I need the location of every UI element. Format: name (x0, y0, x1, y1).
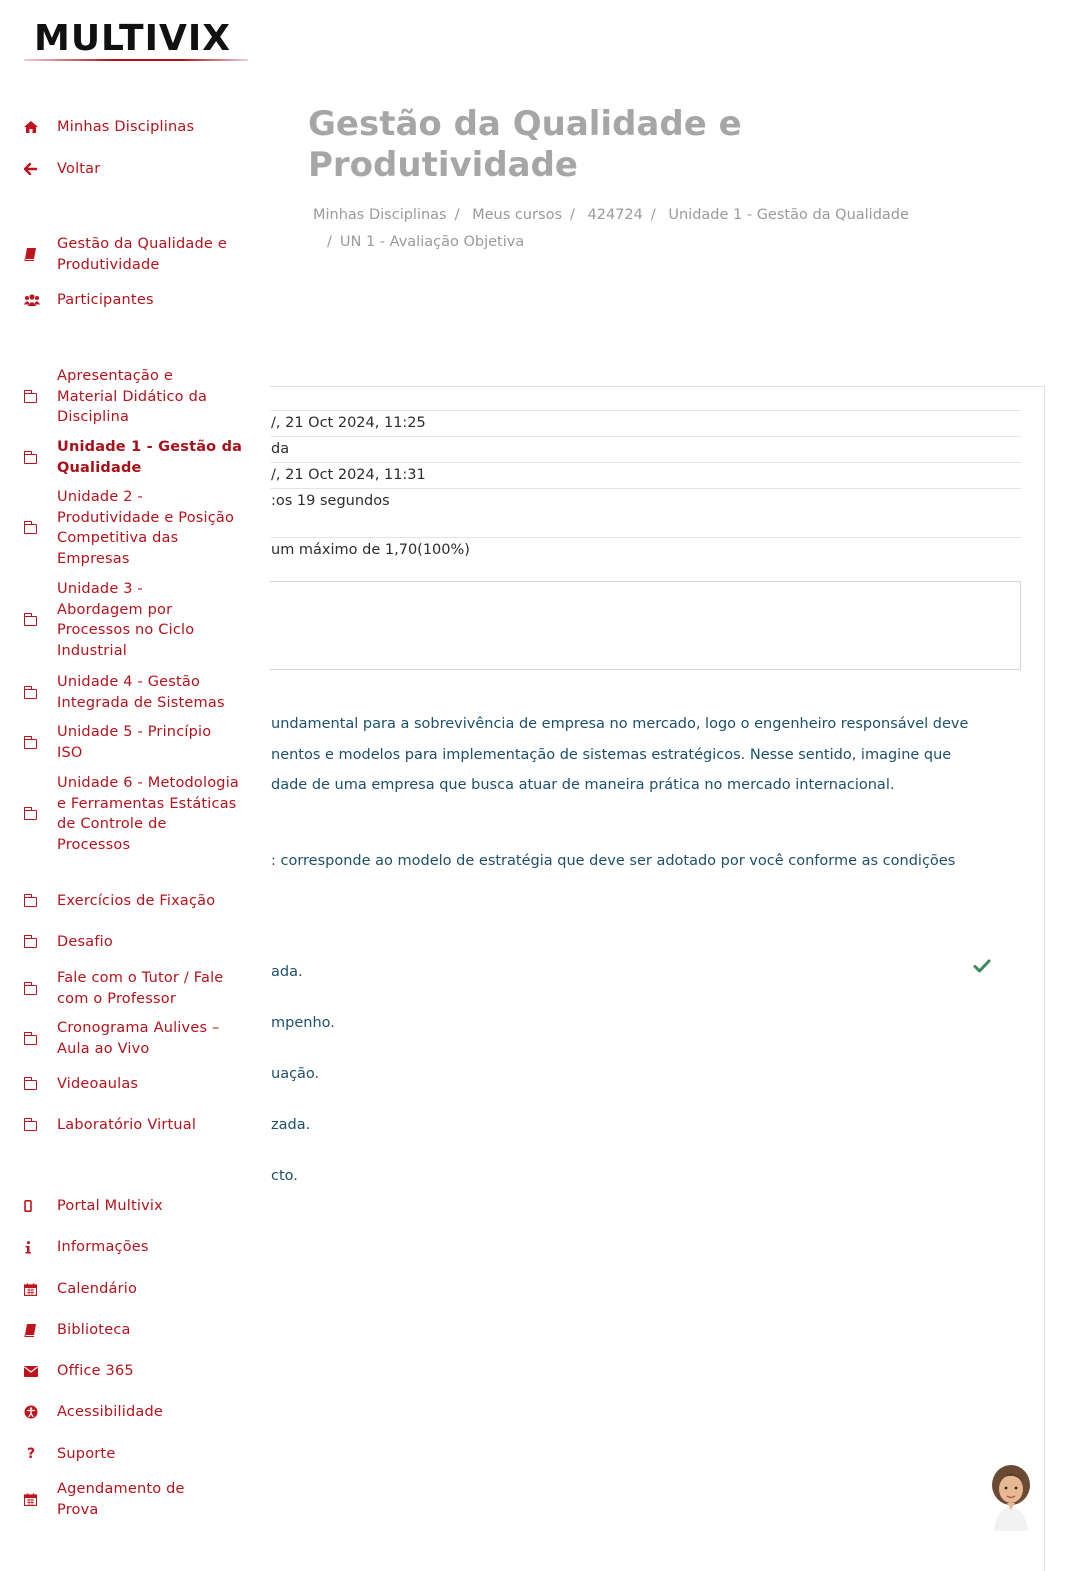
folder-icon (24, 391, 46, 403)
multivix-logo[interactable] (24, 14, 248, 64)
correct-check-icon (973, 958, 991, 974)
sidebar-item-acessibilidade[interactable]: Acessibilidade (24, 1402, 264, 1423)
home-icon (24, 121, 46, 133)
assistant-avatar[interactable] (986, 1463, 1036, 1531)
folder-icon (24, 737, 46, 749)
folder-icon (24, 895, 46, 907)
info-icon (24, 1241, 46, 1254)
question-info-box (200, 581, 1021, 670)
summary-state: da (271, 441, 290, 457)
sidebar-item-unidade-4[interactable]: Unidade 4 - Gestão Integrada de Sistemas (24, 672, 264, 713)
folder-icon (24, 936, 46, 948)
sidebar-item-desafio[interactable]: Desafio (24, 932, 264, 953)
summary-started: /, 21 Oct 2024, 11:25 (271, 415, 426, 431)
sidebar-item-biblioteca[interactable]: Biblioteca (24, 1320, 264, 1341)
sidebar-item-fale-com-tutor[interactable]: Fale com o Tutor / Fale com o Professor (24, 968, 264, 1009)
folder-icon (24, 614, 46, 626)
sidebar-item-minhas-disciplinas[interactable]: Minhas Disciplinas (24, 117, 264, 138)
sidebar-item-unidade-2[interactable]: Unidade 2 - Produtividade e Posição Competitiva das Empresas (24, 487, 264, 569)
folder-icon (24, 522, 46, 534)
sidebar-item-exercicios[interactable]: Exercícios de Fixação (24, 891, 264, 912)
folder-icon (24, 808, 46, 820)
sidebar-item-unidade-5[interactable]: Unidade 5 - Princípio ISO (24, 722, 264, 763)
breadcrumb: Minhas Disciplinas / Meus cursos / 424724 / Unidade 1 - Gestão da Qualidade / UN 1 - Avaliação Objetiva (313, 207, 909, 250)
folder-icon (24, 687, 46, 699)
sidebar-item-participantes[interactable]: Participantes (24, 290, 264, 311)
quiz-review-card (200, 386, 1045, 1571)
sidebar-item-unidade-6[interactable]: Unidade 6 - Metodologia e Ferramentas Estáticas de Controle de Processos (24, 773, 264, 855)
mobile-icon (24, 1200, 46, 1212)
sidebar-item-apresentacao[interactable]: Apresentação e Material Didático da Disciplina (24, 366, 264, 428)
sidebar-item-agendamento[interactable]: Agendamento de Prova (24, 1479, 264, 1520)
logo-text: MULTIVIX (34, 18, 231, 59)
sidebar-item-course[interactable]: Gestão da Qualidade e Produtividade (24, 234, 264, 275)
folder-icon (24, 1078, 46, 1090)
summary-time-taken: :os 19 segundos (271, 493, 390, 509)
breadcrumb-avaliacao[interactable]: UN 1 - Avaliação Objetiva (339, 234, 525, 250)
page-title: Gestão da Qualidade e Produtividade (308, 104, 742, 185)
logo-underline (24, 59, 248, 61)
calendar-icon (24, 1283, 46, 1296)
breadcrumb-meus-cursos[interactable]: Meus cursos (472, 207, 562, 223)
sidebar (0, 0, 270, 1571)
arrow-left-icon (24, 163, 46, 175)
question-prompt: : corresponde ao modelo de estratégia que deve ser adotado por você conforme as condições (271, 853, 956, 869)
question-text-line: dade de uma empresa que busca atuar de maneira prática no mercado internacional. (271, 777, 895, 793)
summary-grade: um máximo de 1,70(100%) (271, 542, 470, 558)
envelope-icon (24, 1366, 46, 1377)
sidebar-item-cronograma[interactable]: Cronograma Aulives – Aula ao Vivo (24, 1018, 264, 1059)
sidebar-item-portal[interactable]: Portal Multivix (24, 1196, 264, 1217)
sidebar-item-calendario[interactable]: Calendário (24, 1279, 264, 1300)
summary-completed: /, 21 Oct 2024, 11:31 (271, 467, 426, 483)
answer-option-e: cto. (271, 1168, 298, 1184)
folder-icon (24, 452, 46, 464)
question-text-line: nentos e modelos para implementação de sistemas estratégicos. Nesse sentido, imagine que (271, 747, 952, 763)
answer-option-d: zada. (271, 1117, 311, 1133)
sidebar-item-suporte[interactable]: ? Suporte (24, 1444, 264, 1465)
users-icon (24, 294, 46, 306)
folder-icon (24, 1119, 46, 1131)
accessibility-icon (24, 1405, 46, 1419)
answer-option-b: mpenho. (271, 1015, 335, 1031)
sidebar-item-voltar[interactable]: Voltar (24, 159, 264, 180)
calendar-check-icon (24, 1493, 46, 1506)
book-icon (24, 248, 46, 261)
question-icon: ? (27, 1446, 36, 1463)
book-icon (24, 1324, 46, 1337)
sidebar-item-unidade-3[interactable]: Unidade 3 - Abordagem por Processos no Ciclo Industrial (24, 579, 264, 661)
folder-icon (24, 1033, 46, 1045)
sidebar-item-unidade-1[interactable]: Unidade 1 - Gestão da Qualidade (24, 437, 264, 478)
sidebar-item-videoaulas[interactable]: Videoaulas (24, 1074, 264, 1095)
folder-icon (24, 983, 46, 995)
sidebar-item-office-365[interactable]: Office 365 (24, 1361, 264, 1382)
question-text-line: undamental para a sobrevivência de empresa no mercado, logo o engenheiro responsável deve (271, 716, 969, 732)
breadcrumb-minhas-disciplinas[interactable]: Minhas Disciplinas (313, 207, 447, 223)
breadcrumb-unidade-1[interactable]: Unidade 1 - Gestão da Qualidade (668, 207, 909, 223)
answer-option-c: uação. (271, 1066, 320, 1082)
breadcrumb-course-id[interactable]: 424724 (587, 207, 643, 223)
sidebar-item-laboratorio[interactable]: Laboratório Virtual (24, 1115, 264, 1136)
sidebar-item-informacoes[interactable]: Informações (24, 1237, 264, 1258)
answer-option-a: ada. (271, 964, 303, 980)
